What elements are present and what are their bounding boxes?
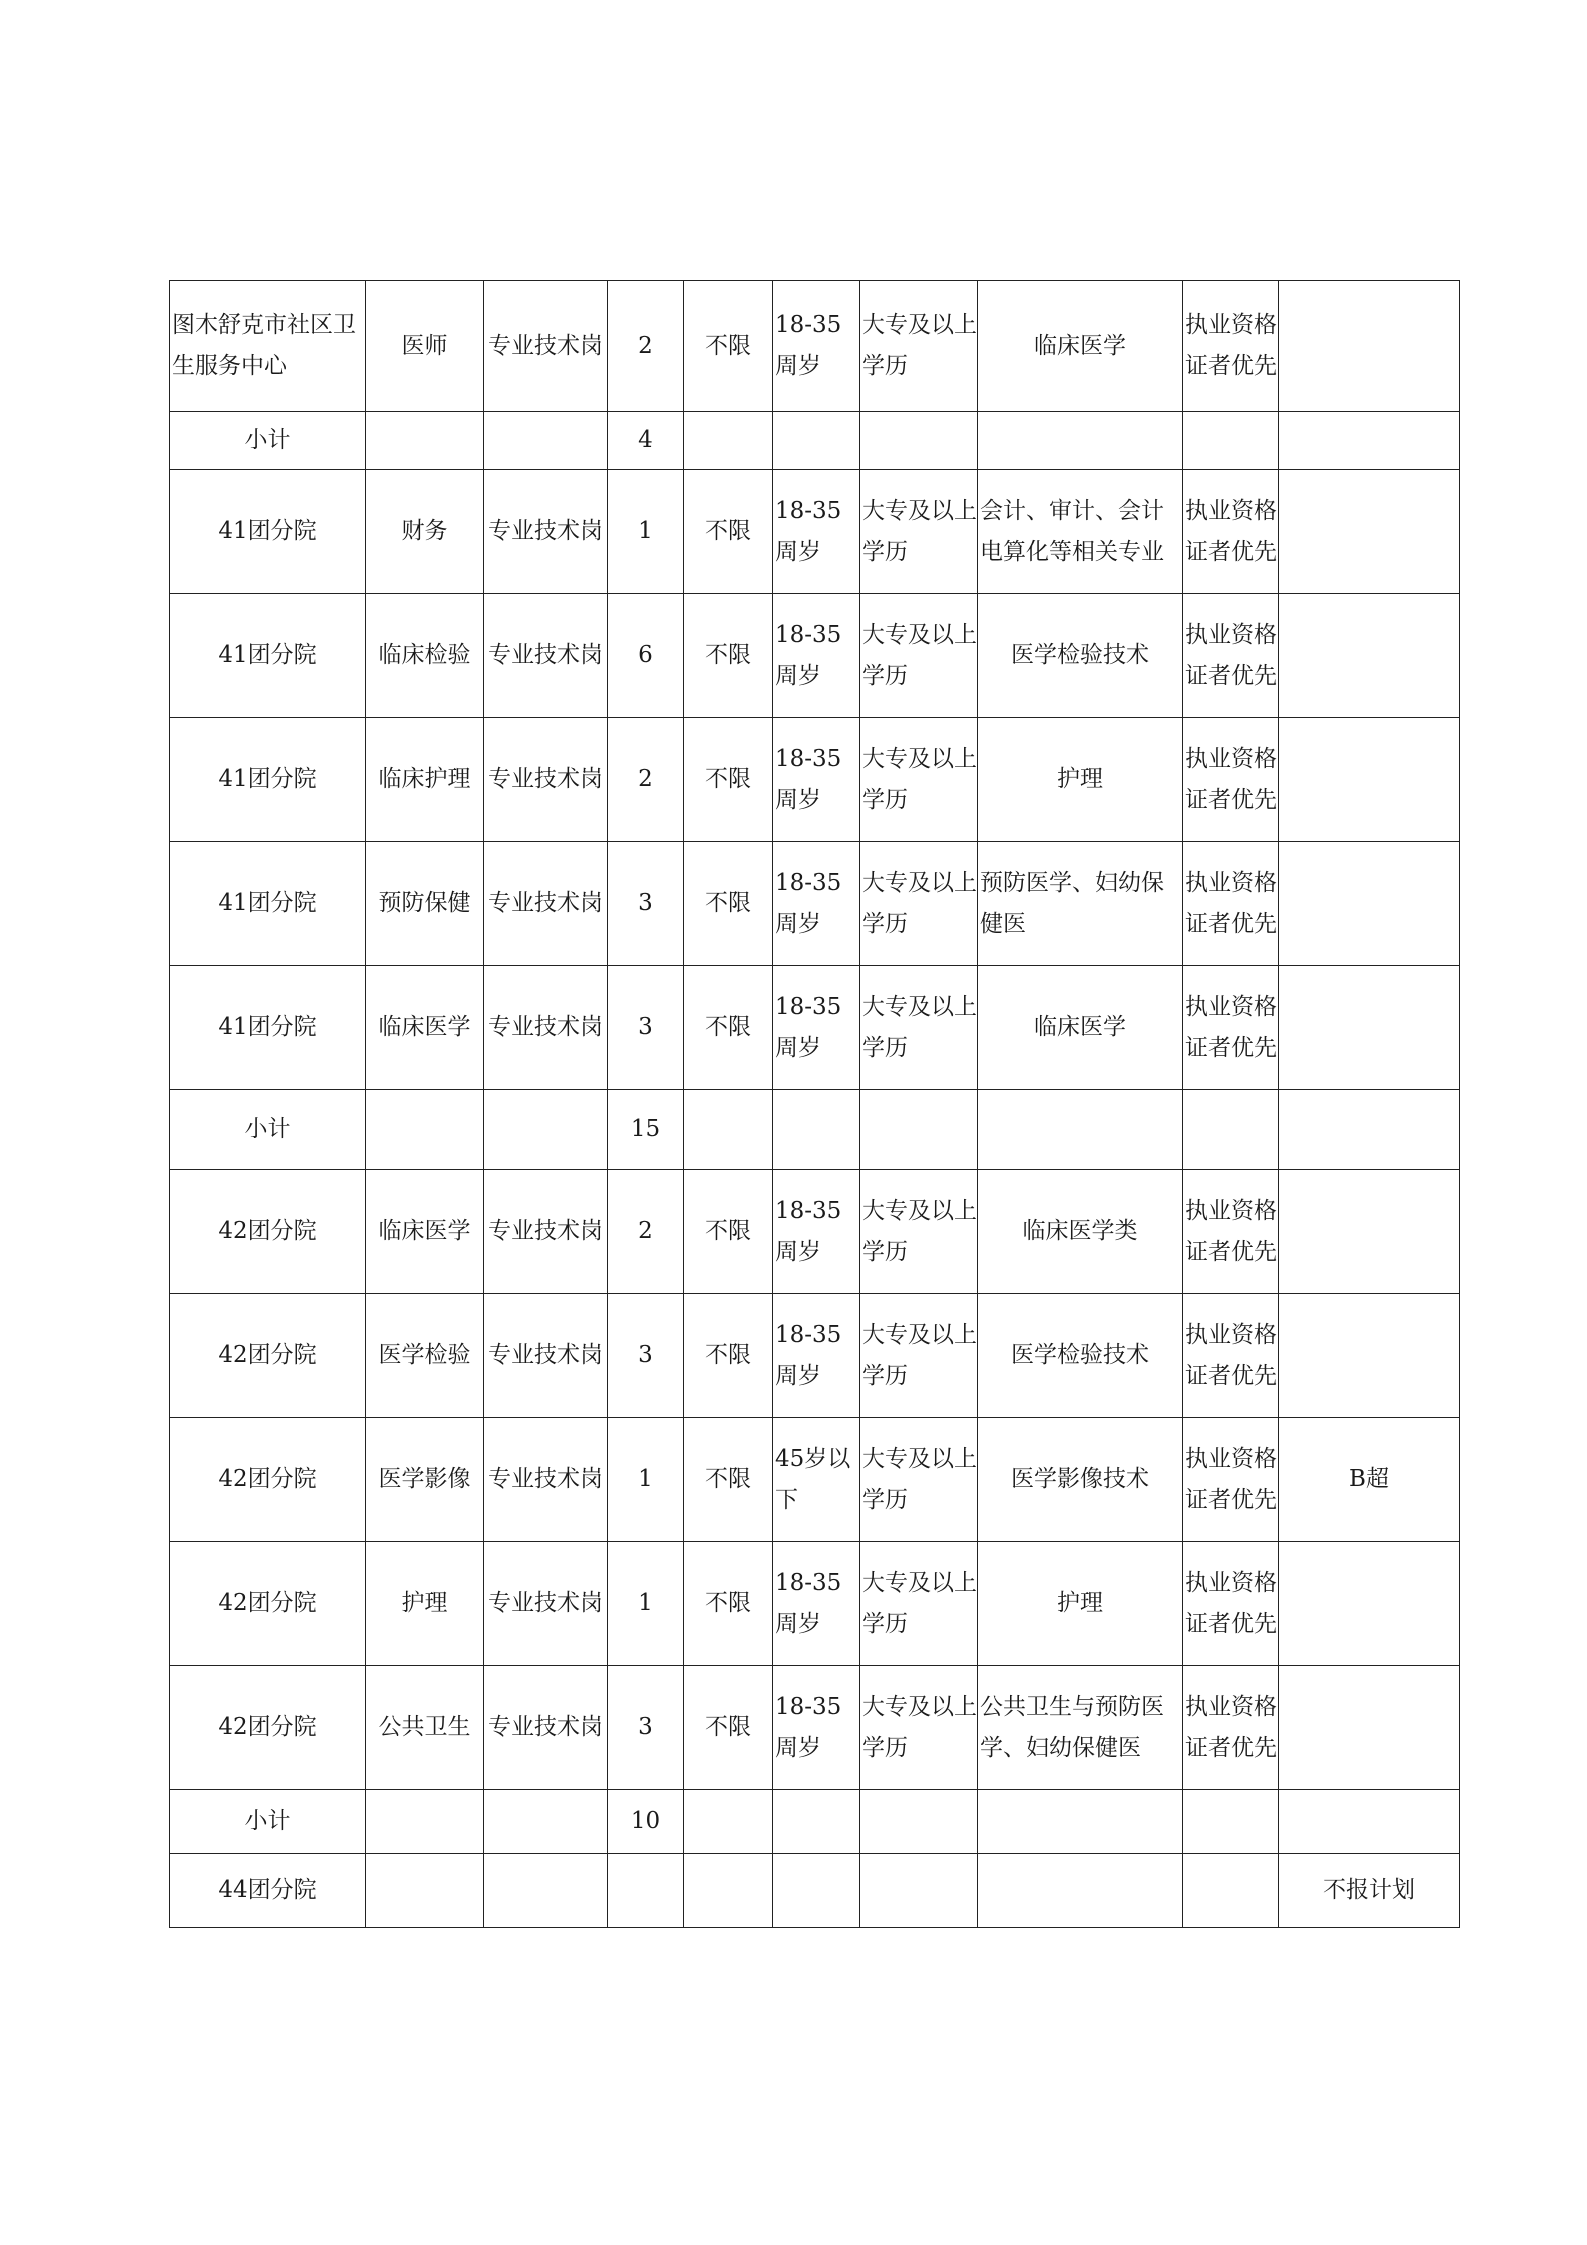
age-cell	[773, 1542, 860, 1666]
unit-cell	[170, 1418, 366, 1542]
unit-cell	[170, 1090, 366, 1170]
count-cell	[608, 1170, 684, 1294]
other-cell	[1183, 842, 1279, 966]
other-cell	[1183, 1790, 1279, 1854]
category-cell-text: 专业技术岗	[488, 1342, 603, 1368]
unit-cell-text: 小计	[244, 1808, 291, 1834]
education-cell-text: 大专及以上学历	[862, 621, 977, 689]
education-cell-text: 大专及以上学历	[862, 1321, 977, 1389]
education-cell-text: 大专及以上学历	[862, 1693, 977, 1761]
limit-cell-text: 不限	[705, 890, 751, 916]
other-cell-text: 执业资格证者优先	[1185, 1693, 1277, 1761]
unit-cell	[170, 1170, 366, 1294]
subtotal-row	[170, 1090, 1460, 1170]
age-cell	[773, 1418, 860, 1542]
major-cell	[978, 966, 1183, 1090]
other-cell-text: 执业资格证者优先	[1185, 993, 1277, 1061]
category-cell-text: 专业技术岗	[488, 1466, 603, 1492]
count-cell	[608, 1666, 684, 1790]
position-cell	[366, 470, 484, 594]
unit-cell	[170, 1294, 366, 1418]
unit-cell-text: 41团分院	[218, 642, 317, 668]
category-cell-text: 专业技术岗	[488, 766, 603, 792]
unit-cell	[170, 594, 366, 718]
other-cell	[1183, 1090, 1279, 1170]
position-cell	[366, 412, 484, 470]
major-cell-text: 临床医学	[1034, 1014, 1126, 1040]
category-cell	[484, 281, 608, 412]
category-cell	[484, 1418, 608, 1542]
position-cell-text: 护理	[401, 1590, 448, 1616]
position-cell-text: 医师	[401, 332, 448, 359]
note-cell	[1279, 1542, 1460, 1666]
age-cell-text: 18-35周岁	[775, 497, 842, 565]
education-cell	[860, 1854, 978, 1928]
category-cell	[484, 1790, 608, 1854]
position-cell	[366, 1418, 484, 1542]
unit-cell-text: 41团分院	[218, 1014, 317, 1040]
unit-cell-text: 42团分院	[218, 1218, 317, 1244]
count-cell	[608, 412, 684, 470]
position-cell	[366, 594, 484, 718]
major-cell	[978, 1542, 1183, 1666]
limit-cell	[684, 281, 773, 412]
limit-cell	[684, 1666, 773, 1790]
limit-cell	[684, 966, 773, 1090]
education-cell-text: 大专及以上学历	[862, 869, 977, 937]
age-cell-text: 45岁以下	[775, 1445, 851, 1513]
table-row	[170, 1294, 1460, 1418]
unit-cell	[170, 412, 366, 470]
major-cell	[978, 1666, 1183, 1790]
age-cell	[773, 281, 860, 412]
count-cell-text: 6	[638, 642, 653, 668]
note-cell-text: B超	[1349, 1466, 1389, 1492]
count-cell-text: 4	[638, 427, 653, 453]
category-cell-text: 专业技术岗	[488, 890, 603, 916]
education-cell-text: 大专及以上学历	[862, 1569, 977, 1637]
table-row	[170, 1542, 1460, 1666]
category-cell	[484, 1170, 608, 1294]
other-cell-text: 执业资格证者优先	[1185, 1569, 1277, 1637]
count-cell-text: 2	[638, 1218, 653, 1244]
other-cell-text: 执业资格证者优先	[1185, 1445, 1277, 1513]
position-cell-text: 医学影像	[378, 1466, 471, 1492]
table-row	[170, 718, 1460, 842]
major-cell	[978, 1854, 1183, 1928]
other-cell-text: 执业资格证者优先	[1185, 745, 1277, 813]
major-cell-text: 临床医学类	[1022, 1218, 1138, 1244]
table-row	[170, 281, 1460, 412]
education-cell-text: 大专及以上学历	[862, 745, 977, 813]
limit-cell-text: 不限	[705, 766, 751, 792]
major-cell-text: 医学检验技术	[1011, 1342, 1149, 1368]
limit-cell	[684, 470, 773, 594]
major-cell-text: 医学检验技术	[1011, 642, 1149, 668]
other-cell-text: 执业资格证者优先	[1185, 497, 1277, 565]
limit-cell-text: 不限	[705, 1590, 751, 1616]
major-cell	[978, 281, 1183, 412]
note-cell	[1279, 966, 1460, 1090]
table-row	[170, 470, 1460, 594]
age-cell	[773, 1790, 860, 1854]
table-row	[170, 594, 1460, 718]
position-cell-text: 预防保健	[378, 890, 471, 916]
major-cell	[978, 718, 1183, 842]
education-cell-text: 大专及以上学历	[862, 1197, 977, 1265]
position-cell	[366, 1666, 484, 1790]
position-cell	[366, 1542, 484, 1666]
note-cell	[1279, 594, 1460, 718]
age-cell	[773, 594, 860, 718]
position-cell	[366, 1090, 484, 1170]
major-cell	[978, 1790, 1183, 1854]
count-cell	[608, 470, 684, 594]
other-cell	[1183, 1418, 1279, 1542]
limit-cell-text: 不限	[705, 1218, 751, 1244]
education-cell	[860, 1542, 978, 1666]
count-cell	[608, 718, 684, 842]
other-cell	[1183, 1294, 1279, 1418]
education-cell	[860, 1666, 978, 1790]
position-cell	[366, 718, 484, 842]
major-cell	[978, 1170, 1183, 1294]
table-row	[170, 842, 1460, 966]
age-cell	[773, 1090, 860, 1170]
table-row	[170, 1418, 1460, 1542]
note-cell	[1279, 1854, 1460, 1928]
count-cell	[608, 281, 684, 412]
category-cell	[484, 966, 608, 1090]
other-cell	[1183, 470, 1279, 594]
other-cell	[1183, 718, 1279, 842]
recruitment-table	[169, 280, 1460, 1928]
limit-cell	[684, 1294, 773, 1418]
note-cell	[1279, 842, 1460, 966]
age-cell-text: 18-35周岁	[775, 1321, 842, 1389]
unit-cell-text: 图木舒克市社区卫生服务中心	[172, 312, 356, 379]
limit-cell-text: 不限	[705, 518, 751, 544]
education-cell	[860, 1418, 978, 1542]
count-cell-text: 1	[638, 1590, 653, 1616]
education-cell	[860, 1170, 978, 1294]
category-cell	[484, 1854, 608, 1928]
education-cell	[860, 1090, 978, 1170]
category-cell-text: 专业技术岗	[488, 1714, 603, 1740]
limit-cell-text: 不限	[705, 1714, 751, 1740]
unit-cell	[170, 281, 366, 412]
note-cell	[1279, 1418, 1460, 1542]
major-cell-text: 护理	[1057, 1590, 1103, 1616]
limit-cell	[684, 1418, 773, 1542]
other-cell-text: 执业资格证者优先	[1185, 869, 1277, 937]
unit-cell-text: 44团分院	[218, 1877, 317, 1903]
age-cell	[773, 718, 860, 842]
position-cell-text: 临床医学	[378, 1014, 471, 1040]
other-cell	[1183, 412, 1279, 470]
count-cell	[608, 1790, 684, 1854]
position-cell	[366, 1854, 484, 1928]
count-cell-text: 3	[638, 1014, 653, 1040]
education-cell	[860, 1294, 978, 1418]
unit-cell-text: 41团分院	[218, 766, 317, 792]
other-cell	[1183, 1542, 1279, 1666]
other-cell	[1183, 1170, 1279, 1294]
note-cell	[1279, 281, 1460, 412]
category-cell	[484, 470, 608, 594]
note-cell	[1279, 470, 1460, 594]
education-cell	[860, 1790, 978, 1854]
education-cell	[860, 842, 978, 966]
unit-cell	[170, 1542, 366, 1666]
unit-cell	[170, 718, 366, 842]
limit-cell	[684, 412, 773, 470]
other-cell	[1183, 1666, 1279, 1790]
age-cell-text: 18-35周岁	[775, 869, 842, 937]
education-cell	[860, 281, 978, 412]
age-cell-text: 18-35周岁	[775, 1693, 842, 1761]
category-cell	[484, 842, 608, 966]
other-cell-text: 执业资格证者优先	[1185, 621, 1277, 689]
major-cell	[978, 594, 1183, 718]
position-cell	[366, 1294, 484, 1418]
education-cell	[860, 470, 978, 594]
limit-cell	[684, 1854, 773, 1928]
position-cell-text: 临床检验	[378, 642, 471, 668]
education-cell-text: 大专及以上学历	[862, 993, 977, 1061]
category-cell-text: 专业技术岗	[488, 1590, 603, 1616]
unit-cell	[170, 1854, 366, 1928]
table-row	[170, 1854, 1460, 1928]
count-cell	[608, 1294, 684, 1418]
limit-cell	[684, 1090, 773, 1170]
limit-cell	[684, 594, 773, 718]
category-cell-text: 专业技术岗	[488, 1218, 603, 1244]
unit-cell	[170, 1790, 366, 1854]
education-cell	[860, 966, 978, 1090]
other-cell-text: 执业资格证者优先	[1185, 1197, 1277, 1265]
subtotal-row	[170, 1790, 1460, 1854]
category-cell-text: 专业技术岗	[488, 642, 603, 668]
limit-cell	[684, 1542, 773, 1666]
count-cell-text: 2	[638, 766, 653, 792]
education-cell	[860, 412, 978, 470]
note-cell	[1279, 412, 1460, 470]
major-cell-text: 临床医学	[1034, 332, 1126, 359]
category-cell	[484, 412, 608, 470]
category-cell	[484, 718, 608, 842]
count-cell-text: 2	[638, 332, 653, 359]
education-cell-text: 大专及以上学历	[862, 1445, 977, 1513]
limit-cell-text: 不限	[705, 1014, 751, 1040]
count-cell	[608, 1090, 684, 1170]
age-cell-text: 18-35周岁	[775, 745, 842, 813]
major-cell	[978, 1090, 1183, 1170]
major-cell-text: 公共卫生与预防医学、妇幼保健医	[980, 1693, 1164, 1761]
unit-cell-text: 42团分院	[218, 1714, 317, 1740]
unit-cell	[170, 966, 366, 1090]
position-cell	[366, 281, 484, 412]
count-cell	[608, 1854, 684, 1928]
education-cell	[860, 718, 978, 842]
note-cell	[1279, 718, 1460, 842]
position-cell-text: 临床医学	[378, 1218, 471, 1244]
age-cell-text: 18-35周岁	[775, 993, 842, 1061]
age-cell-text: 18-35周岁	[775, 621, 842, 689]
note-cell-text: 不报计划	[1323, 1877, 1415, 1903]
age-cell	[773, 470, 860, 594]
category-cell	[484, 1090, 608, 1170]
other-cell	[1183, 281, 1279, 412]
unit-cell-text: 小计	[244, 1116, 291, 1142]
major-cell	[978, 842, 1183, 966]
category-cell-text: 专业技术岗	[488, 1014, 603, 1040]
age-cell	[773, 1854, 860, 1928]
major-cell-text: 医学影像技术	[1011, 1466, 1149, 1492]
age-cell	[773, 1666, 860, 1790]
count-cell-text: 3	[638, 1714, 653, 1740]
age-cell	[773, 412, 860, 470]
count-cell-text: 15	[630, 1116, 661, 1142]
category-cell	[484, 1542, 608, 1666]
major-cell-text: 会计、审计、会计电算化等相关专业	[980, 497, 1164, 565]
count-cell	[608, 1542, 684, 1666]
major-cell-text: 预防医学、妇幼保健医	[980, 869, 1164, 937]
category-cell	[484, 594, 608, 718]
note-cell	[1279, 1294, 1460, 1418]
limit-cell	[684, 718, 773, 842]
major-cell	[978, 1294, 1183, 1418]
note-cell	[1279, 1170, 1460, 1294]
education-cell-text: 大专及以上学历	[862, 497, 977, 565]
unit-cell-text: 42团分院	[218, 1466, 317, 1492]
unit-cell	[170, 470, 366, 594]
age-cell-text: 18-35周岁	[775, 1197, 842, 1265]
other-cell	[1183, 1854, 1279, 1928]
position-cell	[366, 842, 484, 966]
subtotal-row	[170, 412, 1460, 470]
table-row	[170, 1170, 1460, 1294]
category-cell	[484, 1666, 608, 1790]
unit-cell-text: 小计	[244, 427, 291, 453]
limit-cell-text: 不限	[705, 642, 751, 668]
other-cell-text: 执业资格证者优先	[1185, 1321, 1277, 1389]
table-row	[170, 966, 1460, 1090]
limit-cell-text: 不限	[705, 1342, 751, 1368]
table-row	[170, 1666, 1460, 1790]
limit-cell-text: 不限	[705, 332, 751, 359]
note-cell	[1279, 1666, 1460, 1790]
count-cell-text: 3	[638, 890, 653, 916]
major-cell	[978, 470, 1183, 594]
limit-cell	[684, 1170, 773, 1294]
position-cell	[366, 1170, 484, 1294]
count-cell-text: 3	[638, 1342, 653, 1368]
category-cell-text: 专业技术岗	[488, 332, 603, 359]
age-cell	[773, 842, 860, 966]
count-cell	[608, 594, 684, 718]
other-cell-text: 执业资格证者优先	[1185, 312, 1277, 379]
category-cell-text: 专业技术岗	[488, 518, 603, 544]
note-cell	[1279, 1090, 1460, 1170]
other-cell	[1183, 594, 1279, 718]
unit-cell-text: 41团分院	[218, 518, 317, 544]
count-cell-text: 10	[630, 1808, 661, 1834]
age-cell-text: 18-35周岁	[775, 1569, 842, 1637]
unit-cell-text: 41团分院	[218, 890, 317, 916]
unit-cell	[170, 842, 366, 966]
major-cell-text: 护理	[1057, 766, 1103, 792]
position-cell-text: 临床护理	[378, 766, 471, 792]
category-cell	[484, 1294, 608, 1418]
major-cell	[978, 412, 1183, 470]
position-cell-text: 公共卫生	[378, 1714, 471, 1740]
position-cell	[366, 966, 484, 1090]
limit-cell	[684, 842, 773, 966]
count-cell-text: 1	[638, 518, 653, 544]
limit-cell	[684, 1790, 773, 1854]
unit-cell-text: 42团分院	[218, 1590, 317, 1616]
age-cell	[773, 1170, 860, 1294]
position-cell	[366, 1790, 484, 1854]
age-cell-text: 18-35周岁	[775, 312, 842, 379]
position-cell-text: 财务	[401, 518, 448, 544]
count-cell	[608, 1418, 684, 1542]
limit-cell-text: 不限	[705, 1466, 751, 1492]
count-cell	[608, 842, 684, 966]
age-cell	[773, 1294, 860, 1418]
education-cell	[860, 594, 978, 718]
other-cell	[1183, 966, 1279, 1090]
major-cell	[978, 1418, 1183, 1542]
count-cell-text: 1	[638, 1466, 653, 1492]
position-cell-text: 医学检验	[378, 1342, 471, 1368]
note-cell	[1279, 1790, 1460, 1854]
unit-cell-text: 42团分院	[218, 1342, 317, 1368]
education-cell-text: 大专及以上学历	[862, 312, 977, 379]
count-cell	[608, 966, 684, 1090]
age-cell	[773, 966, 860, 1090]
unit-cell	[170, 1666, 366, 1790]
